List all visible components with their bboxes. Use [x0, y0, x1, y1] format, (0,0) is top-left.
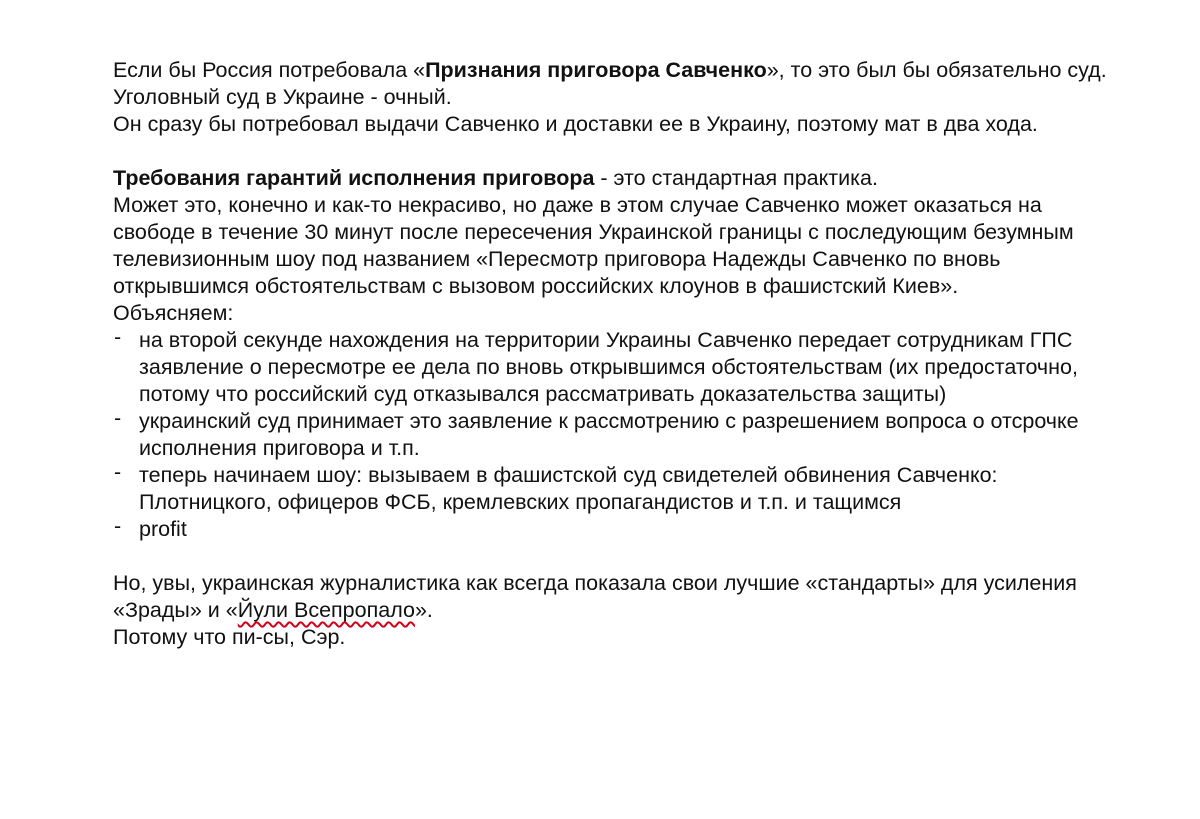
bold-guarantees-phrase: Требования гарантий исполнения приговора	[113, 166, 595, 190]
paragraph-journalism-pre: Но, увы, украинская журналистика как всегда показала свои лучшие «стандарты» для усиления «Зрады» и «	[113, 571, 1077, 622]
dash-bullet: -	[114, 325, 122, 349]
paragraph-closing: Потому что пи-сы, Сэр.	[113, 625, 346, 649]
spellcheck-flagged-word[interactable]: Йули Всепропало	[237, 598, 415, 622]
paragraph-explain: Объясняем:	[113, 301, 234, 325]
paragraph-russia-demand-post: », то это был бы обязательно суд.	[766, 58, 1107, 82]
list-item-text: на второй секунде нахождения на территории Украины Савченко передает сотрудникам ГПС заявление о пересмотре ее дела по вновь открывшимся обстоятельствам (их предостаточно, потому что российский суд отказывался рассматривать доказательства защиты)	[139, 328, 1078, 406]
document-body	[113, 0, 1113, 651]
bold-recognition-phrase: Признания приговора Савченко	[425, 58, 767, 82]
dash-bullet: -	[114, 460, 122, 484]
blank-line	[113, 543, 1113, 570]
list-item-text: теперь начинаем шоу: вызываем в фашистской суд свидетелей обвинения Савченко: Плотницкого, офицеров ФСБ, кремлевских пропагандистов и т.п. и тащимся	[139, 463, 998, 514]
dash-bullet: -	[114, 406, 122, 430]
list-item	[113, 408, 1113, 462]
blank-line	[113, 138, 1113, 165]
list-item-text: украинский суд принимает это заявление к рассмотрению с разрешением вопроса о отсрочке исполнения приговора и т.п.	[139, 409, 1079, 460]
paragraph-journalism	[113, 570, 1113, 624]
list-item	[113, 516, 1113, 543]
paragraph-russia-demand	[113, 57, 1113, 84]
paragraph-guarantees	[113, 165, 1113, 192]
paragraph-extradition: Он сразу бы потребовал выдачи Савченко и доставки ее в Украину, поэтому мат в два хода.	[113, 112, 1038, 136]
list-item-text: profit	[139, 517, 187, 541]
paragraph-guarantees-post: - это стандартная практика.	[594, 166, 878, 190]
paragraph-freedom-scenario: Может это, конечно и как-то некрасиво, но даже в этом случае Савченко может оказаться на свободе в течение 30 минут после пересечения Украинской границы с последующим безумным телевизионным шоу под названием «Пересмотр приговора Надежды Савченко по вновь открывшимся обстоятельствам с вызовом российских клоунов в фашистский Киев».	[113, 193, 1074, 298]
list-item	[113, 327, 1113, 408]
dash-list	[113, 327, 1113, 543]
paragraph-russia-demand-pre: Если бы Россия потребовала «	[113, 58, 426, 82]
dash-bullet: -	[114, 514, 122, 538]
paragraph-criminal-court: Уголовный суд в Украине - очный.	[113, 85, 452, 109]
list-item	[113, 462, 1113, 516]
paragraph-journalism-post: ».	[414, 598, 433, 622]
